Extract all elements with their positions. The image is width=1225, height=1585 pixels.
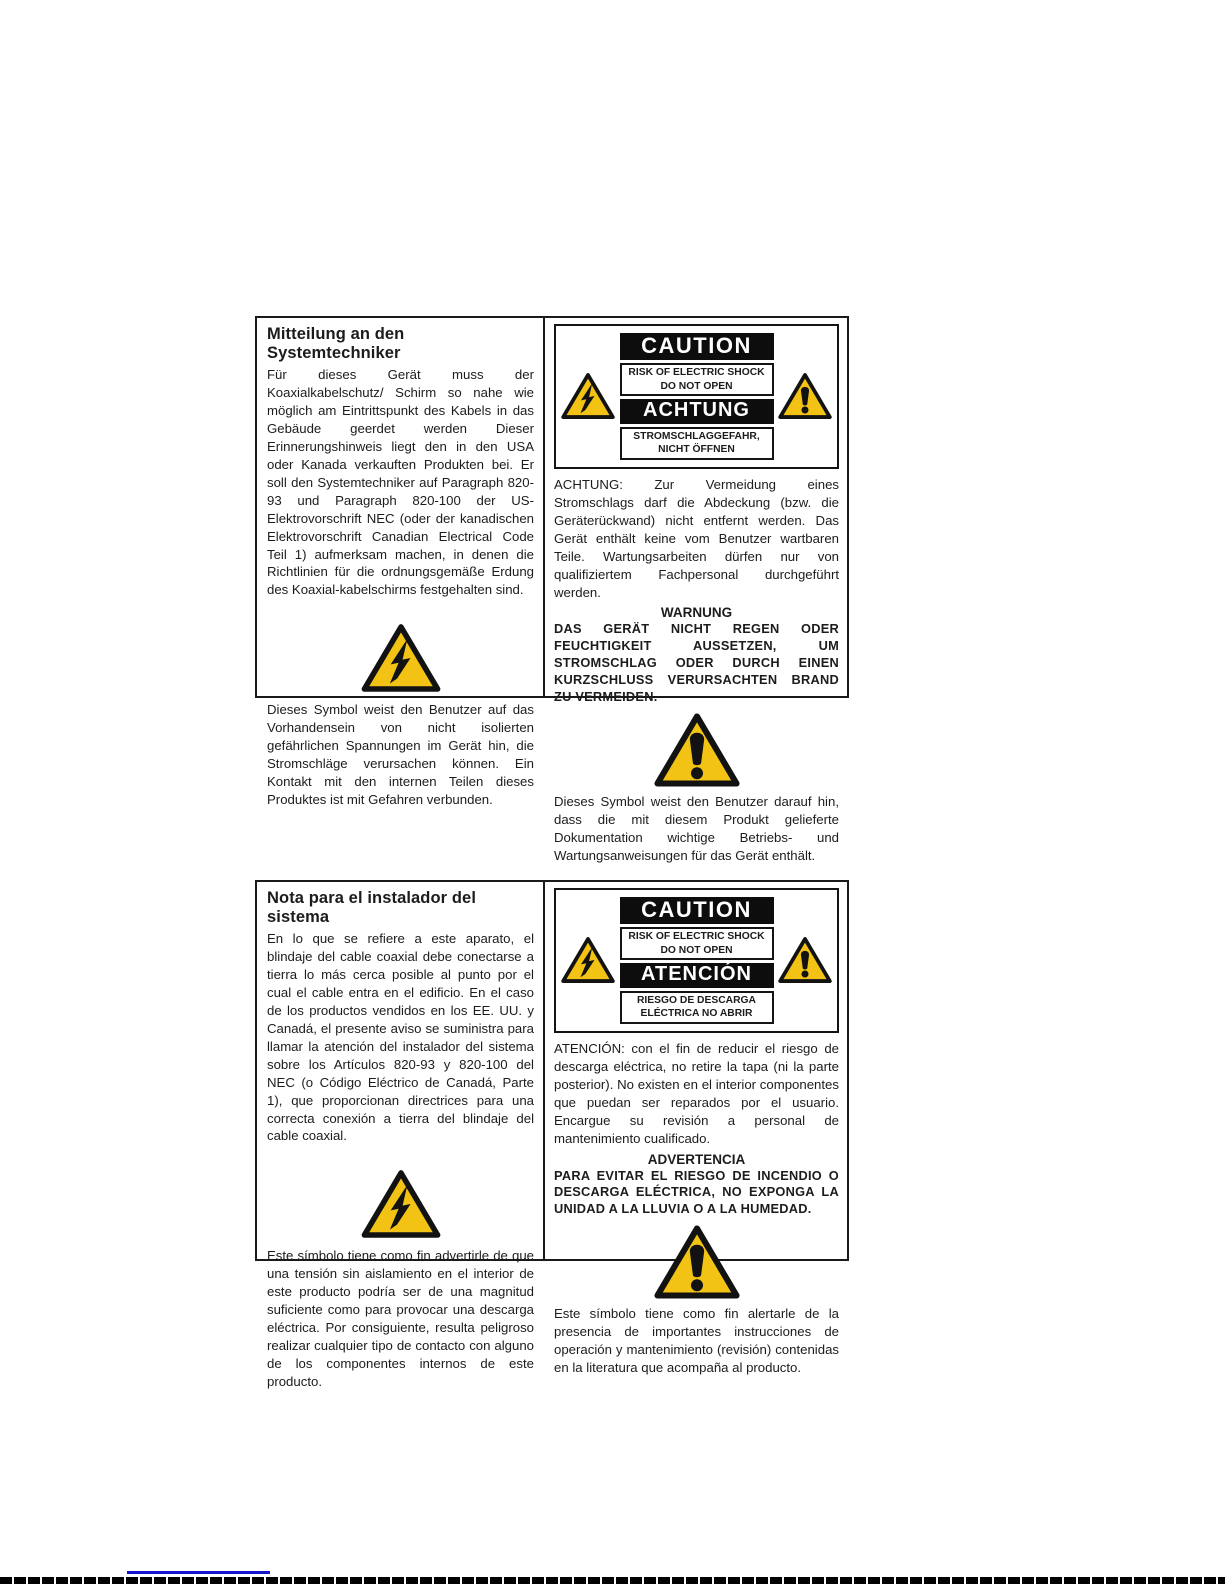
spanish-caution-label — [554, 888, 839, 1033]
german-section-heading: Mitteilung an den Systemtechniker — [267, 325, 405, 362]
caution-label-center — [620, 897, 774, 1024]
german-hazard-symbol-wrap — [267, 623, 534, 693]
spanish-left-column — [257, 882, 543, 1390]
spanish-doc-note: Este símbolo tiene como fin alertarle de la presencia de importantes instrucciones de operación y mantenimiento (revisión) contenidas en la literatura que acompaña al producto. — [554, 1306, 839, 1376]
german-notice-box — [255, 316, 849, 863]
page-bottom-scan-bar — [0, 1577, 1225, 1584]
spanish-warning-title: ADVERTENCIA — [647, 1151, 746, 1167]
german-doc-note: Dieses Symbol weist den Benutzer darauf hin, dass die mit diesem Produkt gelieferte Dokumentation wichtige Betriebs- und Wartungsanweisungen für das Gerät enthält. — [554, 793, 839, 863]
achtung-risk-line-1: STROMSCHLAGGEFAHR, — [633, 431, 760, 443]
german-caution-label — [554, 324, 839, 469]
spanish-grounding-paragraph: En lo que se refiere a este aparato, el blindaje del cable coaxial debe conectarse a tierra lo más cerca posible al punto por el cual el cable entra en el edificio. En el caso de los productos vendidos en los EE. UU. y Canadá, el presente aviso se suministra para llamar la atención del instalador del sistema sobre los Artículos 820-93 y 820-100 del NEC (o Código Eléctrico de Canadá, Parte 1), que proporcionan directrices para una correcta conexión a tierra del blindaje del cable coaxial. — [267, 931, 534, 1144]
risk-line-1: RISK OF ELECTRIC SHOCK — [628, 931, 765, 943]
risk-line-2: DO NOT OPEN — [660, 944, 733, 956]
exclamation-triangle-icon — [654, 1224, 740, 1300]
atencion-risk-line-1: RIESGO DE DESCARGA — [636, 995, 756, 1007]
lightning-triangle-icon — [561, 372, 615, 420]
achtung-risk-line-2: NICHT ÖFFNEN — [658, 444, 735, 456]
footer-link-underline — [127, 1571, 270, 1574]
spanish-hazard-symbol-wrap — [267, 1169, 534, 1239]
exclamation-triangle-icon — [778, 372, 832, 420]
german-warning-text: DAS GERÄT NICHT REGEN ODER FEUCHTIGKEIT AUSSETZEN, UM STROMSCHLAG ODER DURCH EINEN KURZSCHLUSS VERURSACHTEN BRAND ZU VERMEIDEN. — [554, 621, 839, 705]
lightning-triangle-icon — [361, 1169, 441, 1239]
german-caution-text: ACHTUNG: Zur Vermeidung eines Stromschlags darf die Abdeckung (bzw. die Geräterückwand) nicht entfernt werden. Das Gerät enthält keine vom Benutzer wartbaren Teile. Wartungsarbeiten dürfen nur von qualifiziertem Fachpersonal durchgeführt werden. — [554, 476, 839, 600]
lightning-triangle-icon — [361, 623, 441, 693]
caution-word: CAUTION — [620, 333, 774, 360]
german-alert-symbol-wrap — [554, 712, 839, 788]
achtung-word: ACHTUNG — [620, 399, 774, 424]
spanish-section-heading: Nota para el instalador del sistema — [267, 889, 477, 926]
risk-line-2: DO NOT OPEN — [660, 380, 733, 392]
german-warning-title: WARNUNG — [660, 605, 733, 621]
spanish-notice-box — [255, 880, 849, 1390]
atencion-risk-line-2: ELÉCTRICA NO ABRIR — [640, 1008, 753, 1020]
german-grounding-paragraph: Für dieses Gerät muss der Koaxialkabelschutz/ Schirm so nahe wie möglich am Eintrittspunkt des Kabels in das Gebäude geerdet werden Dieser Erinnerungshinweis liegt den in den USA oder Kanada verkauften Produkten bei. Er soll den Systemtechniker auf Paragraph 820-93 und Paragraph 820-100 der US-Elektrovorschrift NEC (oder der kanadischen Elektrovorschrift Canadian Electrical Code Teil 1) aufmerksam machen, in denen die Richtlinien für die ordnungsgemäße Erdung des Koaxial-kabelschirms festgehalten sind. — [267, 367, 534, 598]
risk-of-shock-box — [620, 927, 774, 960]
risk-of-shock-box — [620, 363, 774, 396]
german-left-column — [257, 318, 543, 808]
lightning-triangle-icon — [561, 936, 615, 984]
spanish-right-column — [545, 882, 847, 1376]
caution-word: CAUTION — [620, 897, 774, 924]
spanish-alert-symbol-wrap — [554, 1224, 839, 1300]
german-right-column — [545, 318, 847, 863]
achtung-risk-box — [620, 427, 774, 460]
spanish-voltage-note: Este símbolo tiene como fin advertirle de que una tensión sin aislamiento en el interior de este producto podría ser de una magnitud suficiente como para provocar una descarga eléctrica. Por consiguiente, resulta peligroso realizar cualquier tipo de contacto con alguno de los componentes internos de este producto. — [267, 1248, 534, 1390]
atencion-word: ATENCIÓN — [620, 963, 774, 988]
exclamation-triangle-icon — [654, 712, 740, 788]
caution-label-center — [620, 333, 774, 460]
risk-line-1: RISK OF ELECTRIC SHOCK — [628, 367, 765, 379]
spanish-warning-text: PARA EVITAR EL RIESGO DE INCENDIO O DESCARGA ELÉCTRICA, NO EXPONGA LA UNIDAD A LA LLUVIA O A LA HUMEDAD. — [554, 1167, 839, 1217]
exclamation-triangle-icon — [778, 936, 832, 984]
spanish-caution-text: ATENCIÓN: con el fin de reducir el riesgo de descarga eléctrica, no retire la tapa (ni la parte posterior). No existen en el interior componentes que puedan ser reparados por el usuario. Encargue su revisión a personal de mantenimiento cualificado. — [554, 1040, 839, 1146]
german-voltage-note: Dieses Symbol weist den Benutzer auf das Vorhandensein von nicht isolierten gefährlichen Spannungen im Gerät hin, die Stromschläge verursachen können. Ein Kontakt mit den internen Teilen dieses Produktes ist mit Gefahren verbunden. — [267, 702, 534, 808]
atencion-risk-box — [620, 991, 774, 1024]
